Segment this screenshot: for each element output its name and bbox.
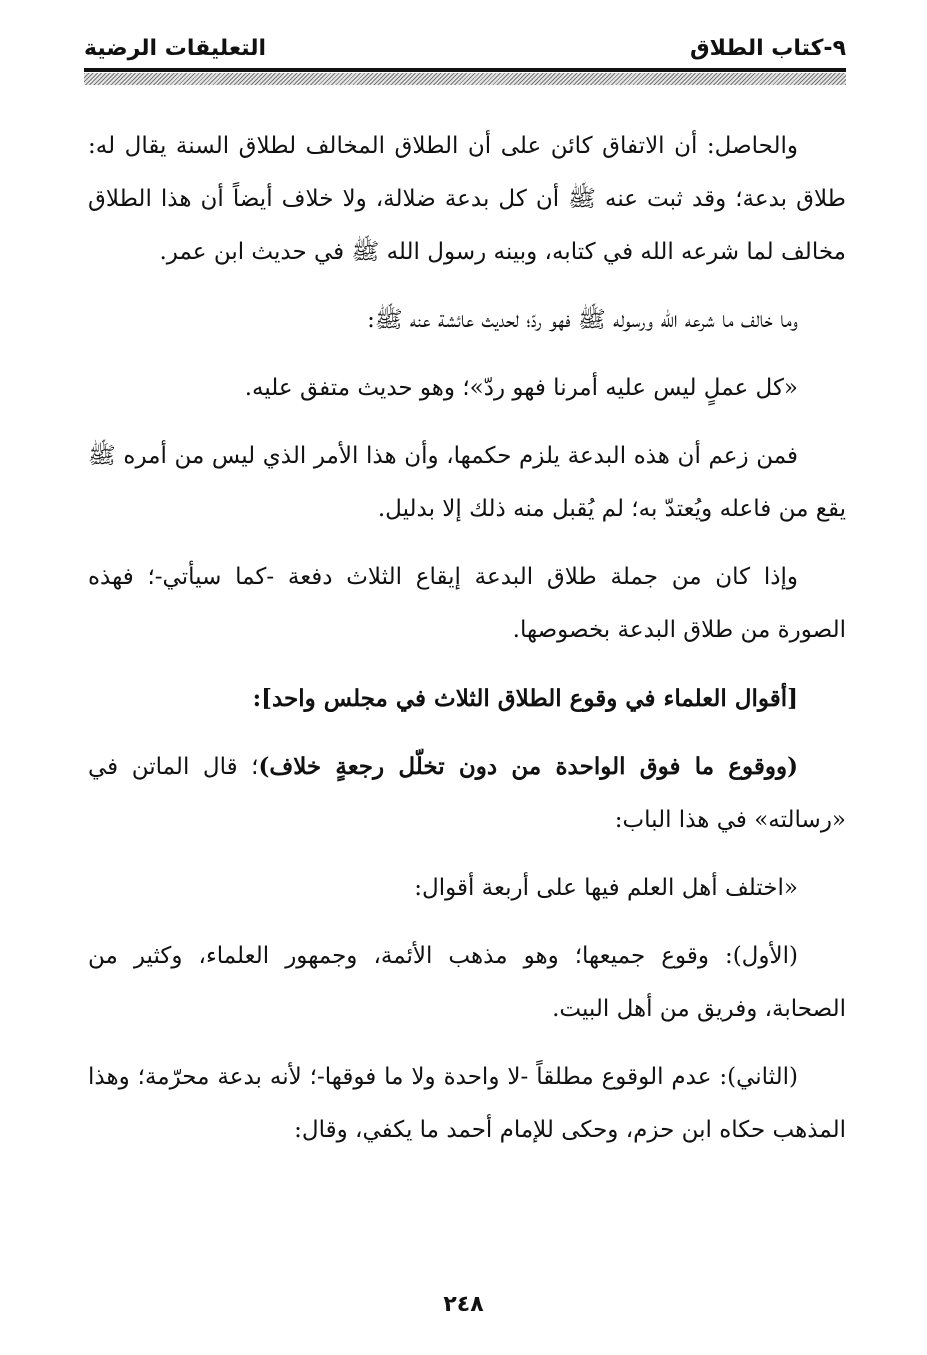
- paragraph-opinion-second: (الثاني): عدم الوقوع مطلقاً -لا واحدة ولا ما فوقها-؛ لأنه بدعة محرّمة؛ وهذا المذهب حكاه ابن حزم، وحكى للإمام أحمد ما يكفي، وقال:: [88, 1064, 846, 1143]
- running-header: [84, 34, 846, 64]
- section-heading: [أقوال العلماء في وقوع الطلاق الثلاث في مجلس واحد]:: [252, 685, 798, 712]
- matn-commentary: ؛ قال الماتن في «رسالته» في هذا الباب:: [88, 754, 846, 833]
- paragraph-triple-divorce: وإذا كان من جملة طلاق البدعة إيقاع الثلاث دفعة -كما سيأتي-؛ فهذه الصورة من طلاق البدعة بخصوصها.: [88, 564, 846, 643]
- page-body: [88, 120, 846, 1157]
- paragraph-matn: [88, 740, 846, 847]
- page-number: ٢٤٨: [443, 1292, 484, 1317]
- paragraph-opinion-first: (الأول): وقوع جميعها؛ وهو مذهب الأئمة، وجمهور العلماء، وكثير من الصحابة، وفريق من أهل البيت.: [88, 943, 846, 1022]
- paragraph-conclusion: والحاصل: أن الاتفاق كائن على أن الطلاق المخالف لطلاق السنة يقال له: طلاق بدعة؛ وقد ثبت عنه ﷺ أن كل بدعة ضلالة، ولا خلاف أيضاً أن هذا الطلاق مخالف لما شرعه الله في كتابه، وبينه رسول الله ﷺ في حديث ابن عمر.: [88, 133, 846, 265]
- paragraph-four-opinions: «اختلف أهل العلم فيها على أربعة أقوال:: [414, 875, 798, 901]
- paragraph-hadith-quote: «كل عملٍ ليس عليه أمرنا فهو ردّ»؛ وهو حديث متفق عليه.: [244, 375, 798, 401]
- paragraph-contrary: وما خالف ما شرعه الله ورسوله ﷺ فهو ردّ؛ لحديث عائشة عنه ﷺ:: [367, 307, 798, 333]
- matn-text: (ووقوع ما فوق الواحدة من دون تخلّل رجعةٍ خلاف): [258, 753, 798, 780]
- header-hatch-band: [84, 73, 846, 85]
- header-divider: [84, 68, 846, 72]
- book-title: التعليقات الرضية: [84, 36, 267, 61]
- chapter-title: ٩-كتاب الطلاق: [690, 36, 846, 61]
- paragraph-claim: فمن زعم أن هذه البدعة يلزم حكمها، وأن هذا الأمر الذي ليس من أمره ﷺ يقع من فاعله ويُعتدّ به؛ لم يُقبل منه ذلك إلا بدليل.: [88, 443, 846, 522]
